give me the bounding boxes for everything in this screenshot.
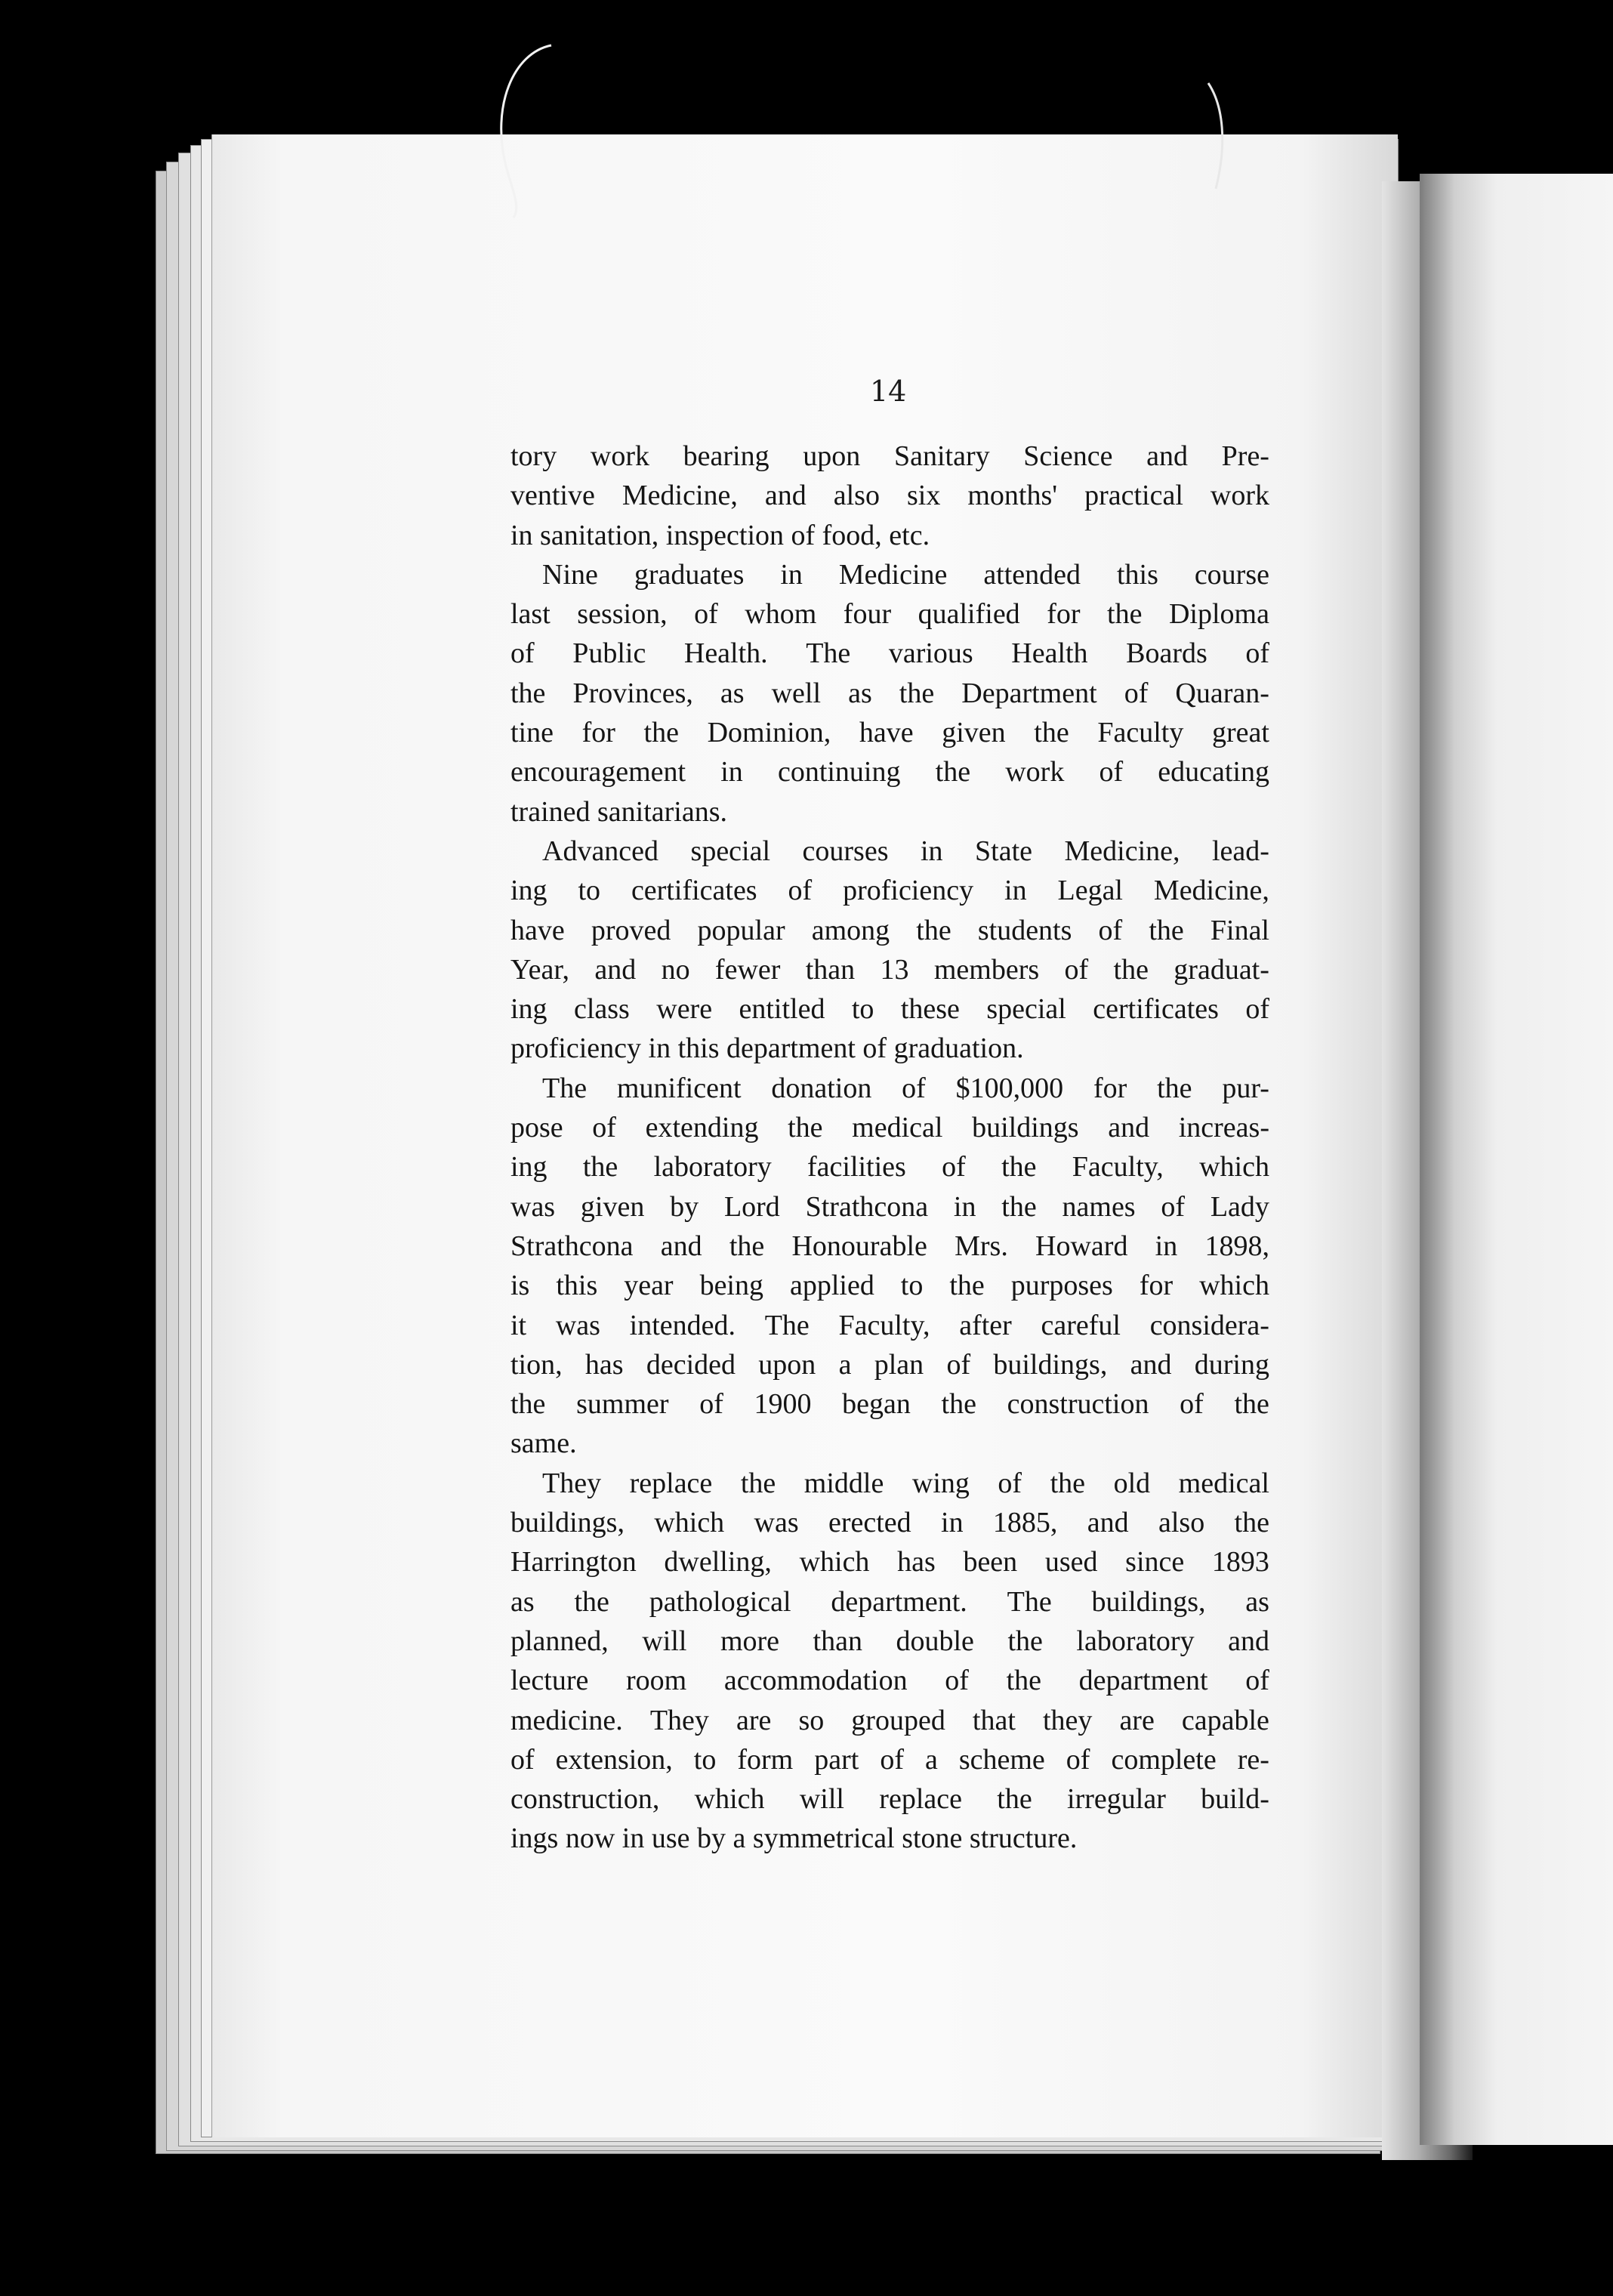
text-line: trained sanitarians. [510, 795, 728, 828]
text-line: have proved popular among the students of the Final [510, 914, 1269, 946]
fiber-artifact [468, 38, 559, 219]
text-line: Nine graduates in Medicine attended this course [542, 558, 1269, 591]
text-line: medicine. They are so grouped that they are capable [510, 1704, 1269, 1736]
text-line: Advanced special courses in State Medicine, lead- [542, 835, 1269, 867]
text-line: same. [510, 1427, 577, 1460]
text-line: buildings, which was erected in 1885, and also the [510, 1507, 1269, 1539]
text-line: proficiency in this department of graduation. [510, 1032, 1024, 1065]
text-line: pose of extending the medical buildings and increas- [510, 1112, 1269, 1144]
text-line: Harrington dwelling, which has been used since 1893 [510, 1546, 1269, 1578]
fiber-artifact [1193, 76, 1238, 196]
text-line: last session, of whom four qualified for the Diploma [510, 598, 1269, 631]
text-line: ing class were entitled to these special certificates of [510, 993, 1269, 1026]
body-text [510, 437, 1269, 1859]
page-number: 14 [870, 375, 907, 408]
text-line: They replace the middle wing of the old medical [542, 1467, 1269, 1499]
text-line: tine for the Dominion, have given the Faculty great [510, 717, 1269, 749]
text-line: ings now in use by a symmetrical stone structure. [510, 1822, 1078, 1855]
text-line: Strathcona and the Honourable Mrs. Howard in 1898, [510, 1230, 1269, 1262]
text-line: lecture room accommodation of the department of [510, 1665, 1269, 1697]
text-line: encouragement in continuing the work of educating [510, 756, 1269, 788]
text-line: tory work bearing upon Sanitary Science and Pre- [510, 440, 1269, 472]
text-line: is this year being applied to the purposes for which [510, 1270, 1269, 1302]
text-line: was given by Lord Strathcona in the names of Lady [510, 1190, 1269, 1223]
text-line: tion, has decided upon a plan of buildings, and during [510, 1348, 1269, 1381]
text-line: ventive Medicine, and also six months' practical work [510, 480, 1269, 512]
text-line: as the pathological department. The buildings, as [510, 1585, 1269, 1618]
text-line: The munificent donation of $100,000 for the pur- [542, 1072, 1269, 1104]
right-page [1420, 174, 1613, 2145]
text-line: ing to certificates of proficiency in Legal Medicine, [510, 875, 1269, 907]
text-line: the Provinces, as well as the Department of Quaran- [510, 677, 1269, 709]
text-line: planned, will more than double the laboratory and [510, 1625, 1269, 1657]
text-line: ing the laboratory facilities of the Faculty, which [510, 1151, 1269, 1183]
text-line: in sanitation, inspection of food, etc. [510, 519, 930, 551]
text-line: Year, and no fewer than 13 members of the graduat- [510, 953, 1269, 986]
text-line: the summer of 1900 began the construction of the [510, 1388, 1269, 1421]
text-line: of extension, to form part of a scheme of complete re- [510, 1743, 1269, 1776]
text-line: of Public Health. The various Health Boards of [510, 637, 1269, 670]
text-line: construction, which will replace the irregular build- [510, 1783, 1269, 1816]
text-line: it was intended. The Faculty, after careful considera- [510, 1309, 1269, 1341]
